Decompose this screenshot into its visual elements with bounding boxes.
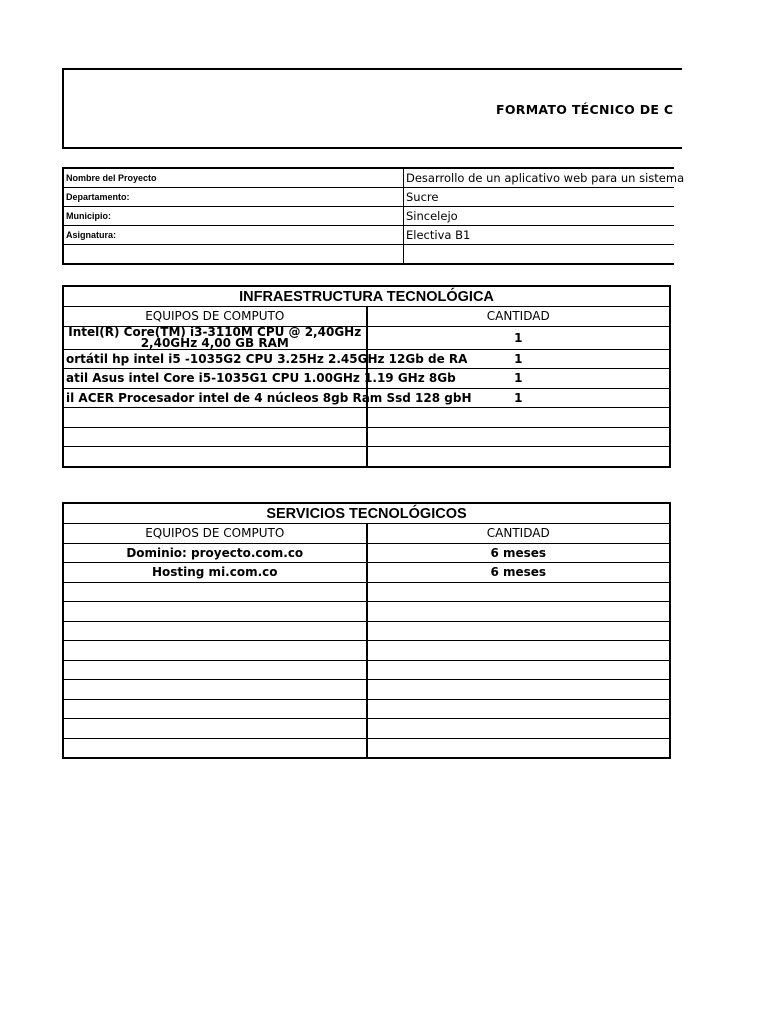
services-equipment-cell: [63, 680, 367, 700]
services-equipment-cell: [63, 602, 367, 622]
services-quantity-cell: [367, 660, 671, 680]
document-title: FORMATO TÉCNICO DE C: [496, 102, 674, 117]
services-quantity-cell: [367, 621, 671, 641]
services-row: [63, 641, 670, 661]
services-equipment-cell: [63, 660, 367, 680]
infrastructure-table: [62, 285, 671, 468]
quantity-column-header: CANTIDAD: [367, 307, 671, 327]
infrastructure-row: [63, 369, 670, 389]
department-label: Departamento:: [63, 188, 404, 207]
infrastructure-quantity-cell: [367, 427, 671, 447]
infrastructure-quantity-cell: 1: [367, 349, 671, 369]
infrastructure-title: INFRAESTRUCTURA TECNOLÓGICA: [63, 286, 670, 307]
services-row: [63, 660, 670, 680]
services-quantity-cell: [367, 602, 671, 622]
services-equipment-cell: [63, 582, 367, 602]
title-box: [62, 68, 682, 149]
infrastructure-column-header: [63, 307, 670, 327]
infrastructure-row: [63, 427, 670, 447]
department-value: Sucre: [404, 188, 675, 207]
project-row: [63, 168, 674, 188]
services-equipment-cell: [63, 719, 367, 739]
infrastructure-header-row: [63, 286, 670, 307]
services-quantity-cell: [367, 738, 671, 758]
services-row: [63, 563, 670, 583]
services-equipment-cell: Dominio: proyecto.com.co: [63, 543, 367, 563]
infrastructure-equipment-cell: ortátil hp intel i5 -1035G2 CPU 3.25Hz 2.45GHz 12Gb de RA: [63, 349, 367, 369]
infrastructure-quantity-cell: 1: [367, 369, 671, 389]
services-row: [63, 680, 670, 700]
services-table: [62, 502, 671, 759]
municipality-value: Sincelejo: [404, 207, 675, 226]
services-column-header: [63, 524, 670, 544]
project-value: Desarrollo de un aplicativo web para un sistema: [404, 168, 675, 188]
infrastructure-equipment-cell: [63, 447, 367, 467]
services-row: [63, 602, 670, 622]
infrastructure-equipment-cell: il ACER Procesador intel de 4 núcleos 8gb Ram Ssd 128 gbH: [63, 388, 367, 408]
empty-row: [63, 245, 674, 265]
empty-label: [63, 245, 404, 265]
infrastructure-row: [63, 326, 670, 349]
infrastructure-row: [63, 349, 670, 369]
services-row: [63, 543, 670, 563]
services-title: SERVICIOS TECNOLÓGICOS: [63, 503, 670, 524]
project-info-table: [62, 167, 685, 265]
services-equipment-cell: [63, 738, 367, 758]
services-quantity-cell: [367, 582, 671, 602]
services-row: [63, 582, 670, 602]
empty-value: [404, 245, 675, 265]
equipment-column-header: EQUIPOS DE COMPUTO: [63, 307, 367, 327]
infrastructure-row: [63, 388, 670, 408]
infrastructure-quantity-cell: [367, 447, 671, 467]
project-label: Nombre del Proyecto: [63, 168, 404, 188]
subject-label: Asignatura:: [63, 226, 404, 245]
infrastructure-equipment-cell: [63, 408, 367, 428]
services-row: [63, 738, 670, 758]
services-row: [63, 621, 670, 641]
infrastructure-row: [63, 447, 670, 467]
services-row: [63, 719, 670, 739]
subject-row: [63, 226, 674, 245]
infrastructure-quantity-cell: 1: [367, 326, 671, 349]
infrastructure-quantity-cell: 1: [367, 388, 671, 408]
services-quantity-cell: [367, 699, 671, 719]
services-equipment-cell: [63, 699, 367, 719]
services-header-row: [63, 503, 670, 524]
municipality-label: Municipio:: [63, 207, 404, 226]
services-equipment-cell: [63, 641, 367, 661]
services-equipment-column-header: EQUIPOS DE COMPUTO: [63, 524, 367, 544]
services-quantity-cell: 6 meses: [367, 563, 671, 583]
municipality-row: [63, 207, 674, 226]
infrastructure-quantity-cell: [367, 408, 671, 428]
services-quantity-column-header: CANTIDAD: [367, 524, 671, 544]
services-quantity-cell: 6 meses: [367, 543, 671, 563]
services-quantity-cell: [367, 719, 671, 739]
services-quantity-cell: [367, 680, 671, 700]
services-row: [63, 699, 670, 719]
infrastructure-row: [63, 408, 670, 428]
department-row: [63, 188, 674, 207]
infrastructure-equipment-cell: [63, 427, 367, 447]
services-equipment-cell: [63, 621, 367, 641]
services-quantity-cell: [367, 641, 671, 661]
services-equipment-cell: Hosting mi.com.co: [63, 563, 367, 583]
infrastructure-equipment-cell: atil Asus intel Core i5-1035G1 CPU 1.00GHz 1.19 GHz 8Gb: [63, 369, 367, 389]
subject-value: Electiva B1: [404, 226, 675, 245]
infrastructure-equipment-cell: Intel(R) Core(TM) i3-3110M CPU @ 2,40GHz 2,40GHz 4,00 GB RAM: [63, 326, 367, 349]
